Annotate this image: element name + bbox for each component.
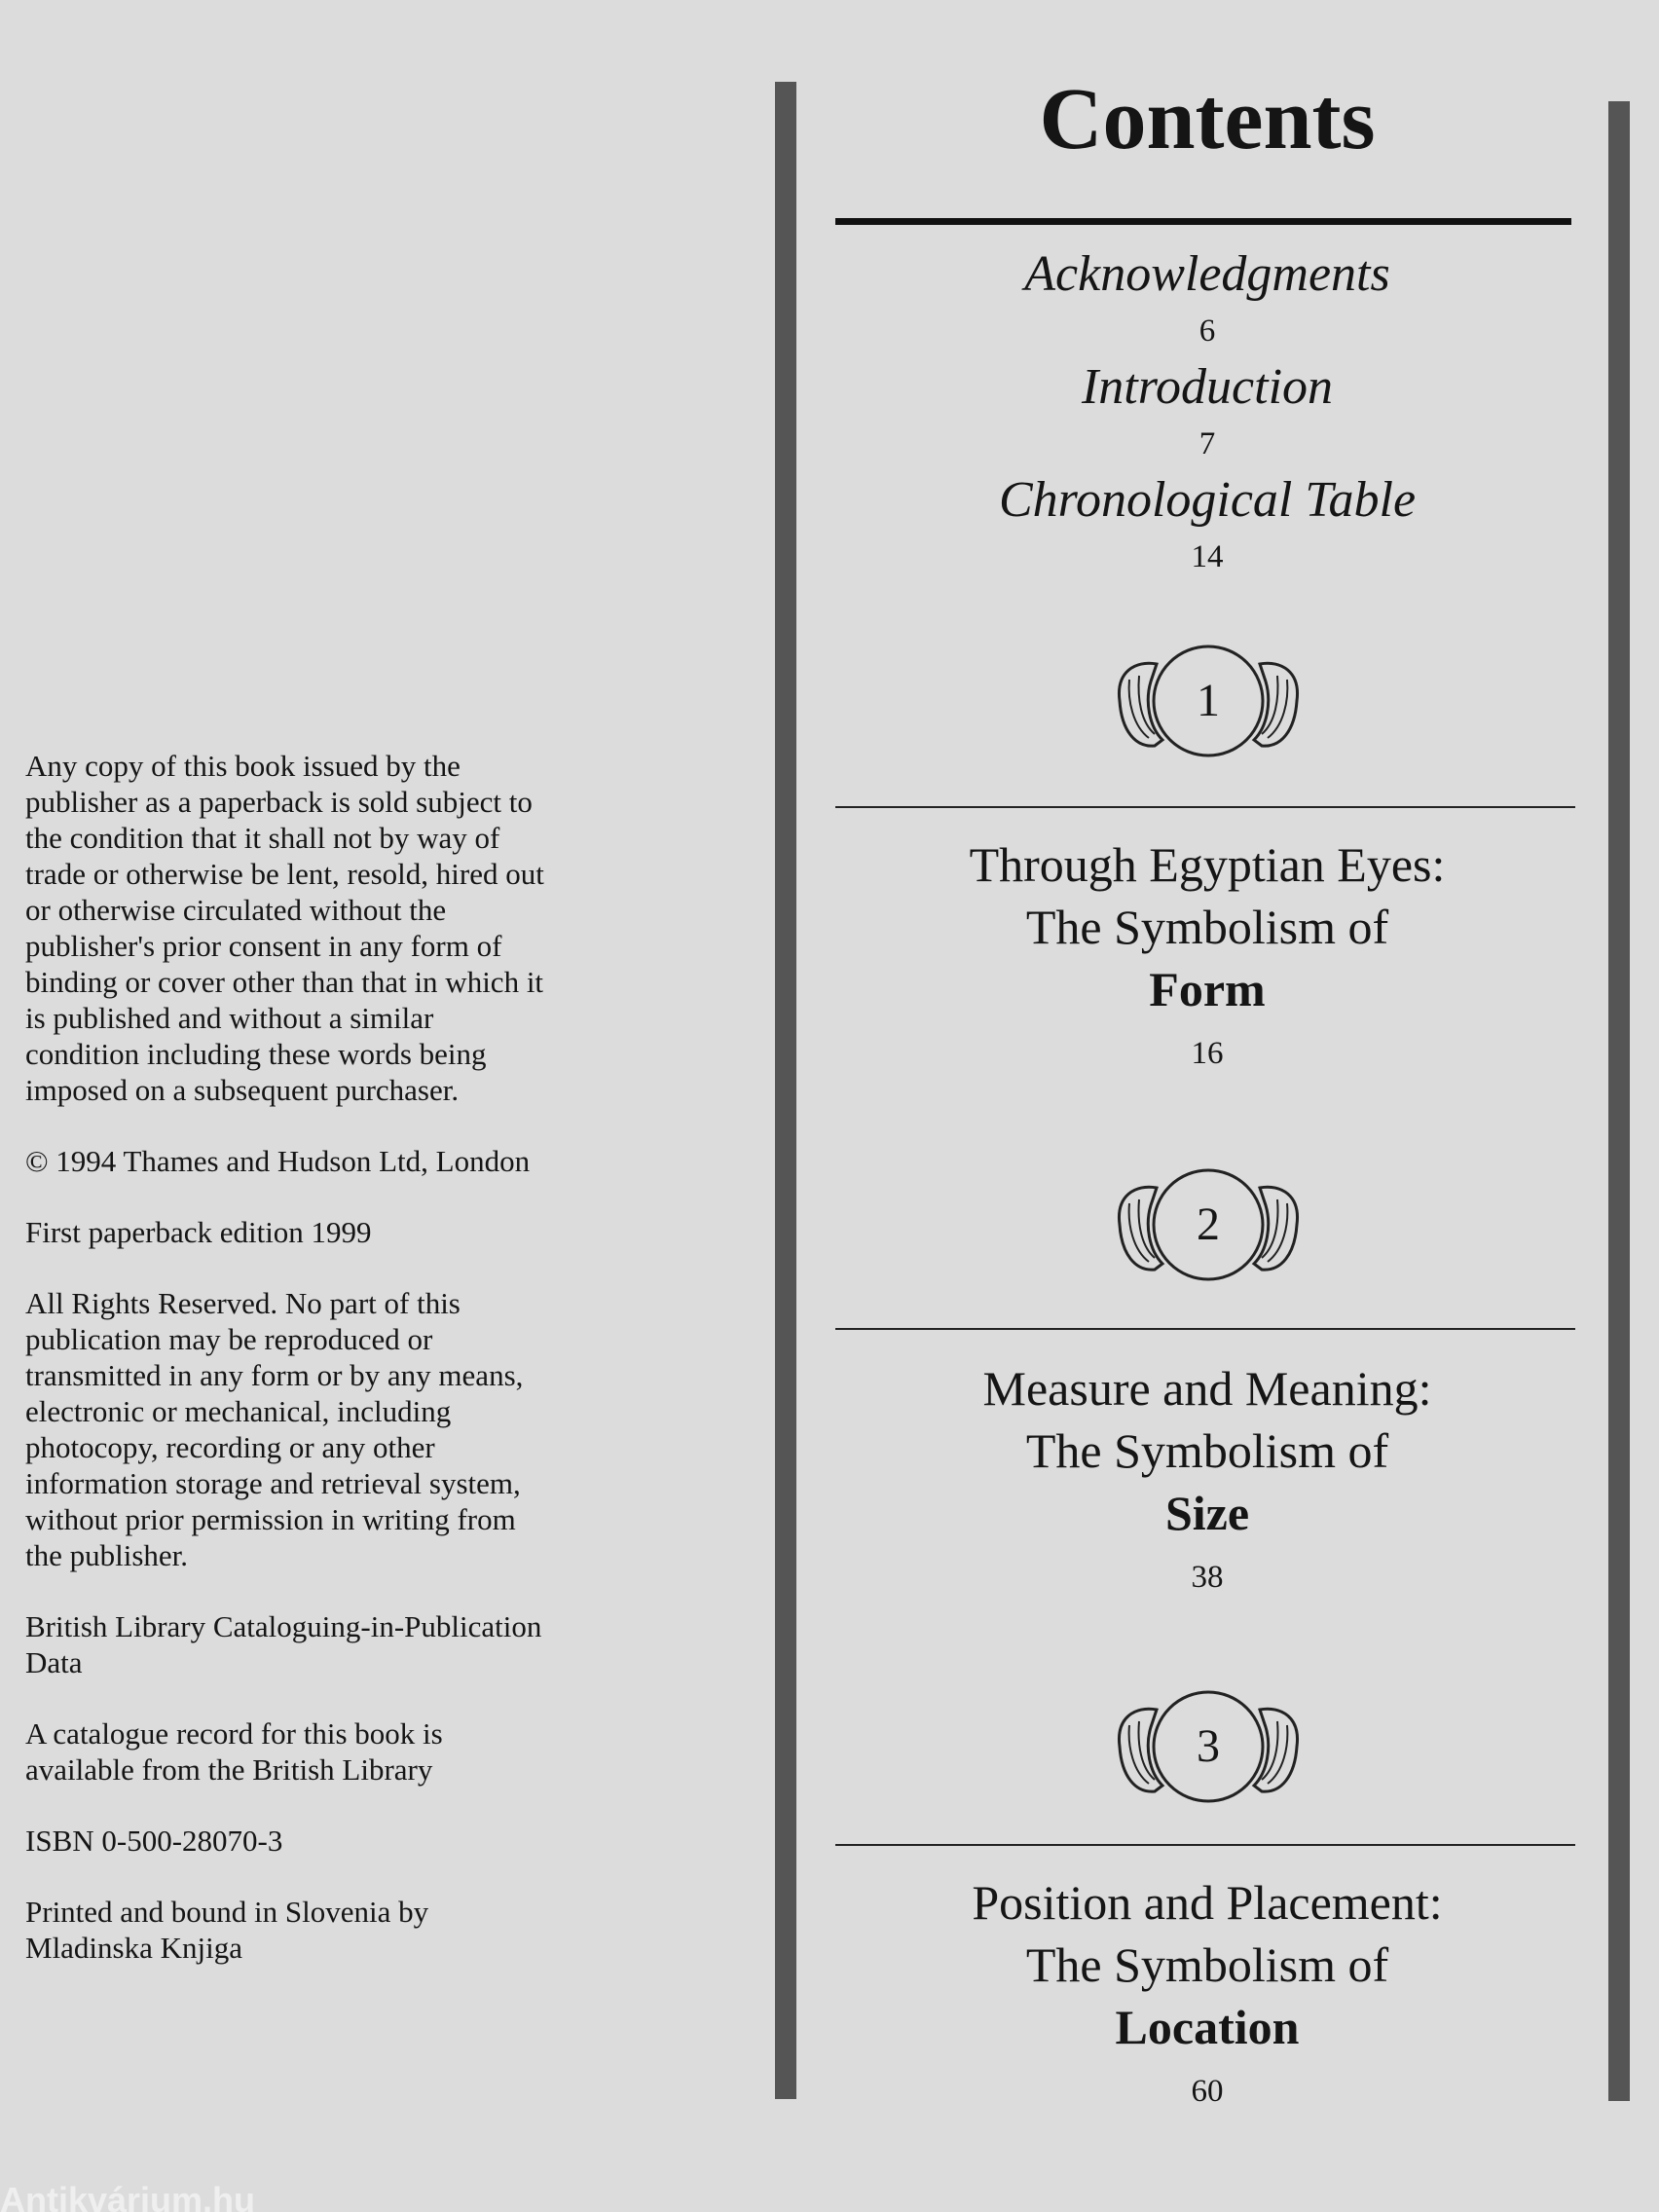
toc-page-introduction: 7 [1198,426,1216,461]
chapter-1-page: 16 [1191,1036,1224,1071]
chapter-1-ornament [1106,633,1310,769]
chapter-1-keyword: Form [1149,962,1266,1016]
frame-rule-left [775,82,796,2099]
imprint-rights: All Rights Reserved. No part of this publication may be reproduced or transmitted in any form or by any means, electronic or mechanical, including photocopy, recording or any other information storage and retrieval system, without prior permission in writing from the publisher. [25,1286,524,1572]
chapter-2-title-line-1: Measure and Meaning: [982,1361,1432,1416]
chapter-3-page: 60 [1191,2074,1224,2109]
chapter-3-rule [835,1844,1575,1846]
chapter-3-entry [837,1871,1577,2115]
chapter-1-title-line-1: Through Egyptian Eyes: [969,837,1446,892]
chapter-3-keyword: Location [1115,2000,1300,2054]
imprint-catalogue-record: A catalogue record for this book is available from the British Library [25,1716,443,1787]
imprint-isbn: ISBN 0-500-28070-3 [25,1824,283,1858]
chapter-2-number: 2 [1197,1198,1220,1250]
chapter-1-number: 1 [1197,675,1220,726]
title-rule [835,218,1571,225]
chapter-2-page: 38 [1191,1560,1224,1595]
toc-entry-introduction: Introduction [1081,359,1334,415]
toc-page-chronological-table: 14 [1191,539,1224,574]
imprint-copyright: © 1994 Thames and Hudson Ltd, London [25,1144,531,1178]
chapter-2-entry [837,1357,1577,1601]
chapter-1-rule [835,806,1575,808]
toc-entry-acknowledgments: Acknowledgments [1024,246,1390,302]
toc-page-acknowledgments: 6 [1198,313,1216,349]
chapter-1-title-line-2: The Symbolism of [1025,900,1389,954]
imprint-printer: Printed and bound in Slovenia by Mladinska Knjiga [25,1895,429,1965]
chapter-3-title-line-2: The Symbolism of [1025,1937,1389,1992]
chapter-2-ornament [1106,1157,1310,1293]
contents-title: Contents [1039,71,1376,167]
imprint-edition: First paperback edition 1999 [25,1215,372,1249]
imprint-block [25,748,551,2001]
watermark: Antikvárium.hu [0,2181,256,2212]
front-matter-list [837,243,1577,582]
toc-entry-chronological-table: Chronological Table [998,472,1417,528]
imprint-cip-heading: British Library Cataloguing-in-Publication Data [25,1609,542,1679]
frame-rule-right [1608,101,1630,2101]
chapter-2-title-line-2: The Symbolism of [1025,1423,1389,1478]
chapter-2-keyword: Size [1164,1486,1250,1540]
chapter-3-number: 3 [1197,1720,1220,1772]
chapter-3-title-line-1: Position and Placement: [972,1875,1443,1930]
imprint-conditions: Any copy of this book issued by the publisher as a paperback is sold subject to the condition that it shall not by way of trade or otherwise be lent, resold, hired out or otherwise circulated without the publisher's prior consent in any form of binding or cover other than that in which it is published and without a similar condition including these words being imposed on a subsequent purchaser. [25,749,544,1107]
chapter-3-ornament [1106,1678,1310,1815]
chapter-1-entry [837,833,1577,1077]
chapter-2-rule [835,1328,1575,1330]
